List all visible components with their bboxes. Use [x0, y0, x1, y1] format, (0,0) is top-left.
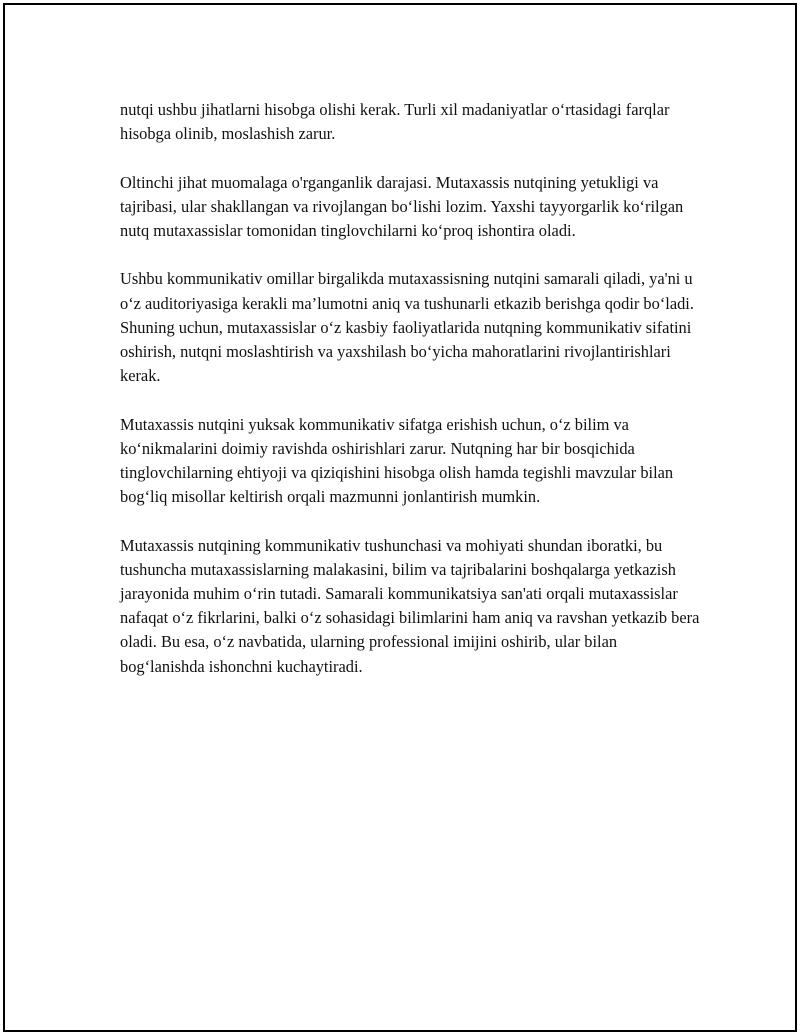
page-body	[120, 98, 700, 703]
document-page	[3, 3, 797, 1032]
paragraph-5: Mutaxassis nutqining kommunikativ tushunchasi va mohiyati shundan iboratki, bu tushuncha mutaxassislarning malakasini, bilim va tajribalarini boshqalarga yetkazish jarayonida muhim o‘rin tutadi. Samarali kommunikatsiya san'ati orqali mutaxassislar nafaqat o‘z fikrlarini, balki o‘z sohasidagi bilimlarini ham aniq va ravshan yetkazib bera oladi. Bu esa, o‘z navbatida, ularning professional imijini oshirib, ular bilan bog‘lanishda ishonchni kuchaytiradi.	[120, 535, 700, 676]
paragraph-4: Mutaxassis nutqini yuksak kommunikativ sifatga erishish uchun, o‘z bilim va ko‘nikmalarini doimiy ravishda oshirishlari zarur. Nutqning har bir bosqichida tinglovchilarning ehtiyoji va qiziqishini hisobga olish hamda tegishli mavzular bilan bog‘liq misollar keltirish orqali mazmunni jonlantirish mumkin.	[120, 414, 674, 507]
paragraph-2: Oltinchi jihat muomalaga o'rganganlik darajasi. Mutaxassis nutqining yetukligi va tajribasi, ular shakllangan va rivojlangan bo‘lishi lozim. Yaxshi tayyorgarlik ko‘rilgan nutq mutaxassislar tomonidan tinglovchilarni ko‘proq ishontira oladi.	[120, 172, 684, 240]
paragraph-3: Ushbu kommunikativ omillar birgalikda mutaxassisning nutqini samarali qiladi, ya'ni u o‘z auditoriyasiga kerakli ma’lumotni aniq va tushunarli etkazib berishga qodir bo‘ladi. Shuning uchun, mutaxassislar o‘z kasbiy faoliyatlarida nutqning kommunikativ sifatini oshirish, nutqni moslashtirish va yaxshilash bo‘yicha mahoratlarini rivojlantirishlari kerak.	[120, 269, 694, 386]
paragraph-1: nutqi ushbu jihatlarni hisobga olishi kerak. Turli xil madaniyatlar o‘rtasidagi farqlar hisobga olinib, moslashish zarur.	[120, 100, 670, 144]
